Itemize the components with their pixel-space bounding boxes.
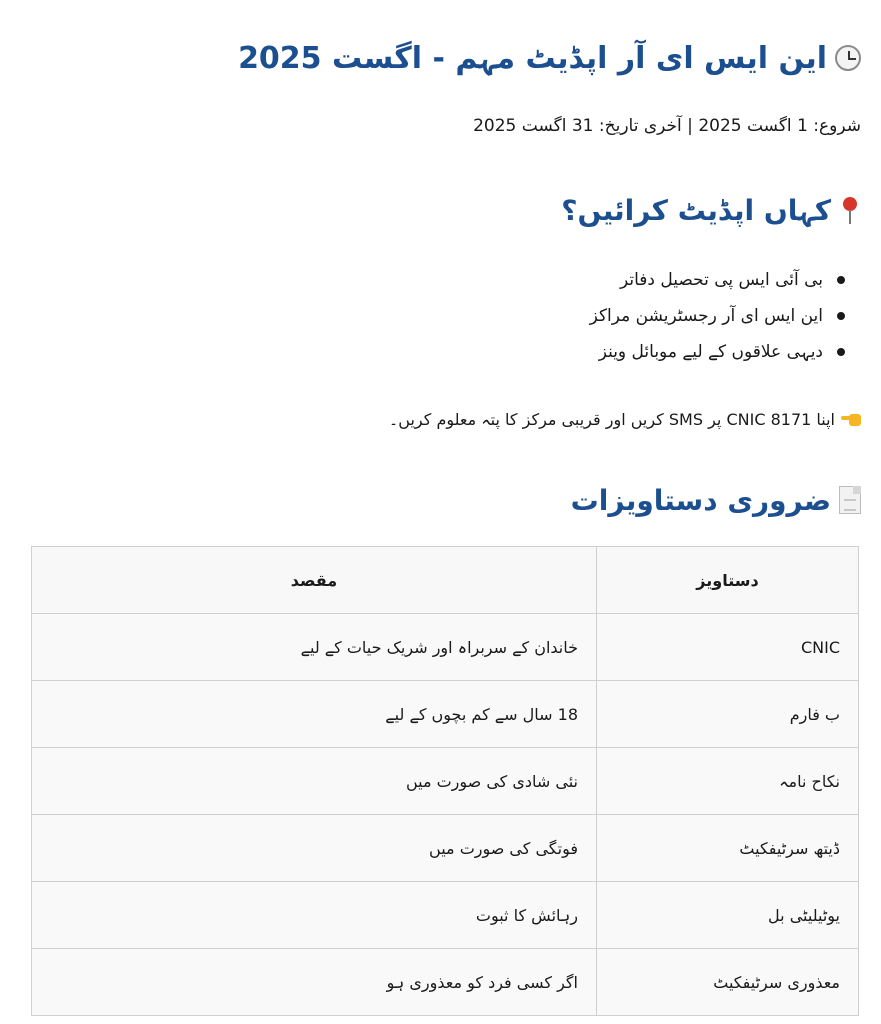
where-heading: کہاں اپڈیٹ کرائیں؟	[561, 193, 831, 227]
page-title: این ایس ای آر اپڈیٹ مہم - اگست 2025	[238, 40, 827, 76]
purpose-cell: نئی شادی کی صورت میں	[32, 748, 597, 815]
table-row	[32, 681, 859, 748]
bullet-icon	[837, 312, 845, 320]
purpose-cell: رہائش کا ثبوت	[32, 882, 597, 949]
purpose-cell: 18 سال سے کم بچوں کے لیے	[32, 681, 597, 748]
table-row	[32, 748, 859, 815]
docs-heading-row	[20, 476, 861, 524]
documents-table	[31, 546, 859, 1016]
document-cell: ب فارم	[597, 681, 859, 748]
campaign-dates: شروع: 1 اگست 2025 | آخری تاریخ: 31 اگست 2025	[473, 116, 861, 136]
purpose-cell: اگر کسی فرد کو معذوری ہو	[32, 949, 597, 1016]
sms-note-row	[389, 410, 861, 429]
document-cell: نکاح نامہ	[597, 748, 859, 815]
table-row	[32, 614, 859, 681]
bullet-icon	[837, 276, 845, 284]
purpose-cell: فوتگی کی صورت میں	[32, 815, 597, 882]
where-heading-row	[20, 186, 861, 234]
table-row	[32, 882, 859, 949]
list-item: این ایس ای آر رجسٹریشن مراکز	[590, 298, 845, 334]
header-document: دستاویز	[597, 547, 859, 614]
document-cell: معذوری سرٹیفکیٹ	[597, 949, 859, 1016]
page-title-row	[20, 34, 861, 82]
document-icon	[839, 486, 861, 514]
document-cell: CNIC	[597, 614, 859, 681]
document-cell: یوٹیلیٹی بل	[597, 882, 859, 949]
pointing-hand-icon	[841, 413, 861, 427]
pushpin-icon	[839, 195, 861, 225]
table-row	[32, 815, 859, 882]
docs-heading: ضروری دستاویزات	[570, 483, 831, 517]
list-item: بی آئی ایس پی تحصیل دفاتر	[590, 262, 845, 298]
table-header-row	[32, 547, 859, 614]
header-purpose: مقصد	[32, 547, 597, 614]
sms-note: اپنا CNIC 8171 پر SMS کریں اور قریبی مرکز کا پتہ معلوم کریں۔	[388, 410, 835, 429]
purpose-cell: خاندان کے سربراہ اور شریک حیات کے لیے	[32, 614, 597, 681]
list-item: دیہی علاقوں کے لیے موبائل وینز	[590, 334, 845, 370]
document-cell: ڈیتھ سرٹیفکیٹ	[597, 815, 859, 882]
table-row	[32, 949, 859, 1016]
bullet-icon	[837, 348, 845, 356]
clock-icon	[835, 45, 861, 71]
locations-list	[590, 262, 845, 370]
